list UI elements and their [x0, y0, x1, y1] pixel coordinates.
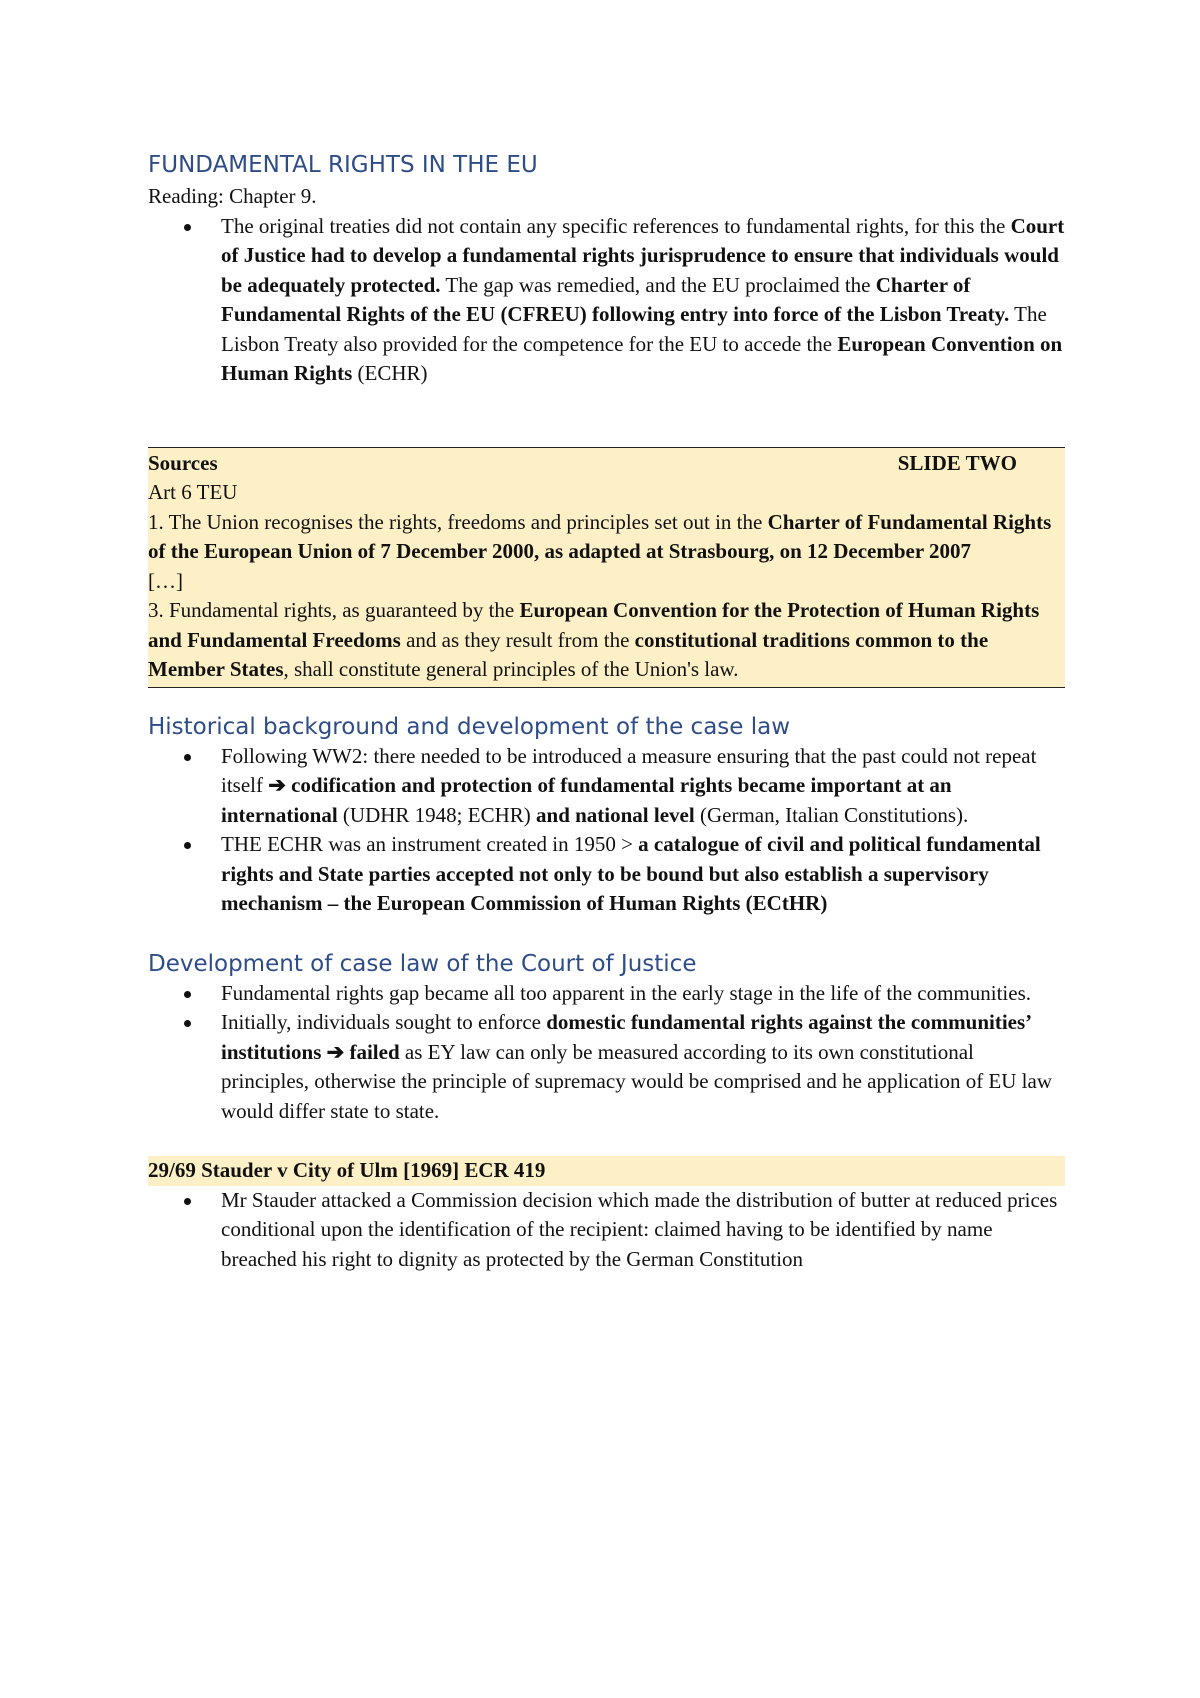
list-item: Following WW2: there needed to be introduced a measure ensuring that the past could not repeat itself ➔ codification and protection of fundamental rights became important at an international (UDHR 1948; ECHR) and national level (German, Italian Constitutions).	[148, 742, 1065, 831]
arrow-icon: ➔	[268, 773, 286, 797]
development-section	[148, 949, 1065, 1127]
bullet-icon	[184, 224, 191, 231]
list-item: THE ECHR was an instrument created in 1950 > a catalogue of civil and political fundamental rights and State parties accepted not only to be bound but also establish a supervisory mechanism – the European Commission of Human Rights (ECtHR)	[148, 830, 1065, 919]
case-section	[148, 1156, 1065, 1274]
case-list	[148, 1186, 1065, 1275]
article-paragraph-1: 1. The Union recognises the rights, freedoms and principles set out in the Charter of Fundamental Rights of the European Union of 7 December 2000, as adapted at Strasbourg, on 12 December 2007	[148, 509, 1052, 563]
historical-list	[148, 742, 1065, 919]
slide-label: SLIDE TWO	[897, 450, 1017, 475]
case-heading: 29/69 Stauder v City of Ulm [1969] ECR 419	[148, 1156, 1065, 1186]
arrow-icon: ➔	[326, 1039, 345, 1064]
sources-box	[148, 447, 1065, 688]
historical-section	[148, 712, 1065, 919]
list-item: Fundamental rights gap became all too apparent in the early stage in the life of the communities.	[148, 979, 1065, 1009]
sources-heading: Sources	[148, 450, 218, 475]
bullet-icon	[184, 1198, 191, 1205]
article-ref: Art 6 TEU	[148, 480, 238, 504]
list-item: Mr Stauder attacked a Commission decision which made the distribution of butter at reduced prices conditional upon the identification of the recipient: claimed having to be identified by name breached his right to dignity as protected by the German Constitution	[148, 1186, 1065, 1275]
section-heading-development: Development of case law of the Court of Justice	[148, 950, 697, 977]
sources-box-header	[148, 449, 1065, 479]
development-list	[148, 979, 1065, 1127]
reading-line: Reading: Chapter 9.	[148, 184, 317, 208]
list-item: The original treaties did not contain any specific references to fundamental rights, for this the Court of Justice had to develop a fundamental rights jurisprudence to ensure that individuals would be adequately protected. The gap was remedied, and the EU proclaimed the Charter of Fundamental Rights of the EU (CFREU) following entry into force of the Lisbon Treaty. The Lisbon Treaty also provided for the competence for the EU to accede the European Convention on Human Rights (ECHR)	[148, 212, 1065, 389]
page-title: FUNDAMENTAL RIGHTS IN THE EU	[148, 152, 538, 178]
ellipsis: […]	[148, 568, 183, 593]
bullet-icon	[184, 754, 191, 761]
document-page	[148, 140, 1065, 1274]
bullet-icon	[184, 1020, 191, 1027]
list-item: Initially, individuals sought to enforce domestic fundamental rights against the communities’ institutions ➔ failed as EY law can only be measured according to its own constitutional principles, otherwise the principle of supremacy would be comprised and he application of EU law would differ state to state.	[148, 1008, 1065, 1126]
section-heading-historical: Historical background and development of the case law	[148, 713, 791, 740]
intro-list	[148, 212, 1065, 389]
bullet-icon	[184, 991, 191, 998]
article-paragraph-3: 3. Fundamental rights, as guaranteed by the European Convention for the Protection of Human Rights and Fundamental Freedoms and as they result from the constitutional traditions common to the Member States, shall constitute general principles of the Union's law.	[148, 598, 1040, 681]
bullet-icon	[184, 842, 191, 849]
